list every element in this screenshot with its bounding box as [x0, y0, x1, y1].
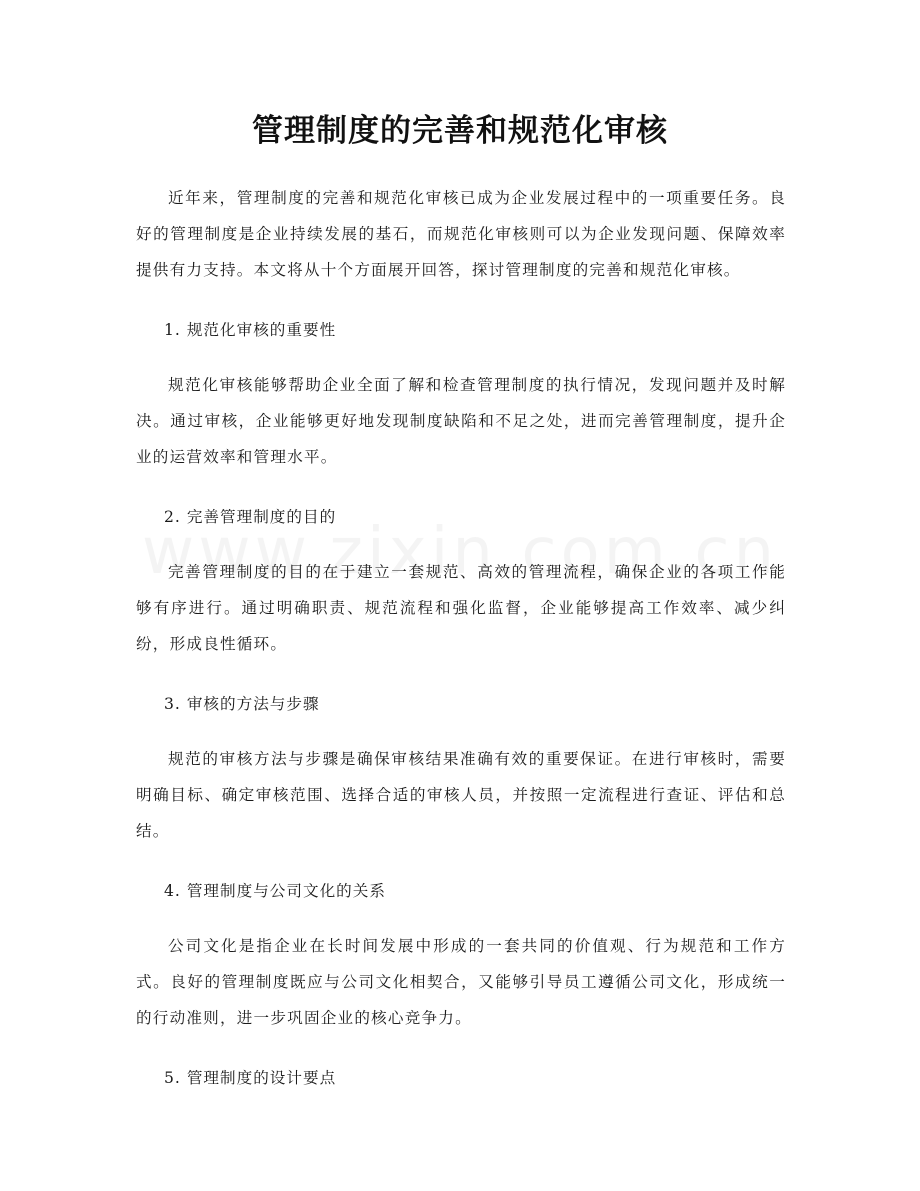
section-paragraph-3: 规范的审核方法与步骤是确保审核结果准确有效的重要保证。在进行审核时，需要明确目标、确定审核范围、选择合适的审核人员，并按照一定流程进行查证、评估和总结。	[136, 750, 786, 840]
section-paragraph-1: 规范化审核能够帮助企业全面了解和检查管理制度的执行情况，发现问题并及时解决。通过审核，企业能够更好地发现制度缺陷和不足之处，进而完善管理制度，提升企业的运营效率和管理水平。	[136, 376, 786, 466]
document-body	[136, 180, 786, 1115]
document-title: 管理制度的完善和规范化审核	[252, 113, 668, 149]
section-heading-4: 4. 管理制度与公司文化的关系	[164, 882, 386, 900]
intro-paragraph: 近年来，管理制度的完善和规范化审核已成为企业发展过程中的一项重要任务。良好的管理制度是企业持续发展的基石，而规范化审核则可以为企业发现问题、保障效率提供有力支持。本文将从十个方面展开回答，探讨管理制度的完善和规范化审核。	[136, 189, 786, 279]
section-paragraph-4: 公司文化是指企业在长时间发展中形成的一套共同的价值观、行为规范和工作方式。良好的管理制度既应与公司文化相契合，又能够引导员工遵循公司文化，形成统一的行动准则，进一步巩固企业的核心竞争力。	[136, 937, 786, 1027]
section-heading-3: 3. 审核的方法与步骤	[164, 695, 320, 713]
section-heading-5: 5. 管理制度的设计要点	[164, 1069, 337, 1087]
section-paragraph-2: 完善管理制度的目的在于建立一套规范、高效的管理流程，确保企业的各项工作能够有序进行。通过明确职责、规范流程和强化监督，企业能够提高工作效率、减少纠纷，形成良性循环。	[136, 563, 786, 653]
section-heading-2: 2. 完善管理制度的目的	[164, 508, 337, 526]
section-heading-1: 1. 规范化审核的重要性	[164, 321, 337, 339]
